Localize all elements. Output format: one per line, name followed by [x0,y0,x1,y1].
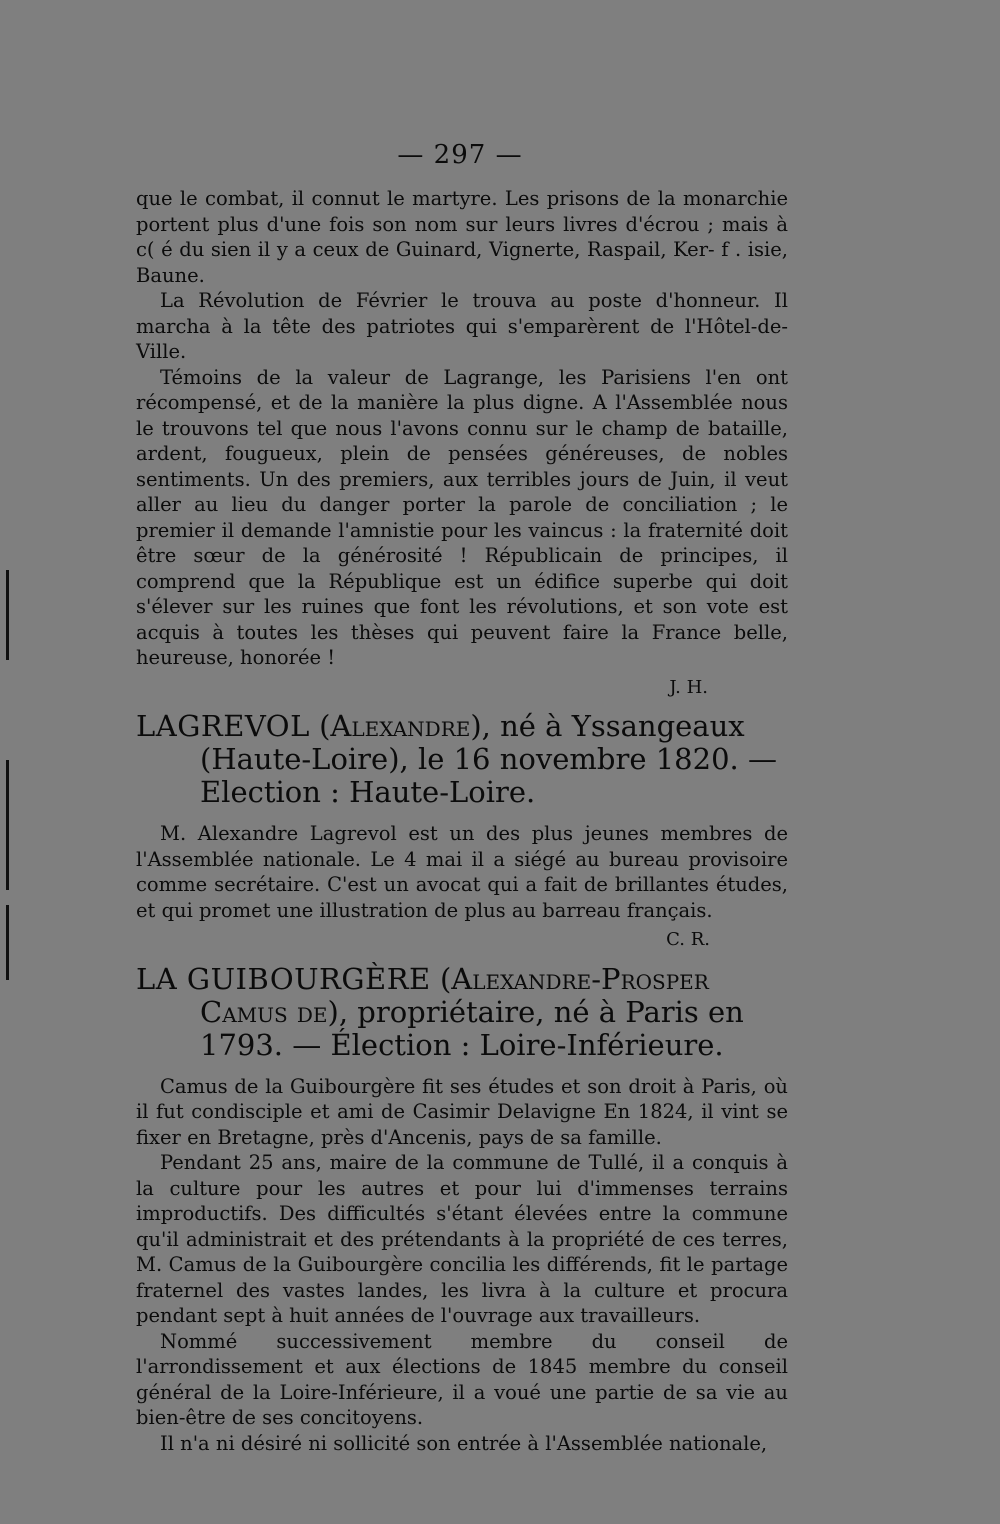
page-edge-shadow [6,760,9,890]
intro-paragraph-2: La Révolution de Février le trouva au poste d'honneur. Il marcha à la tête des patriotes qui s'emparèrent de l'Hôtel-de-Ville. [136,289,788,363]
entry-paragraph: Il n'a ni désiré ni sollicité son entrée à l'Assemblée nationale, [160,1431,768,1455]
entry-heading-la-guibourgere [136,963,788,1062]
intro-paragraph-3: Témoins de la valeur de Lagrange, les Parisiens l'en ont récompensé, et de la manière la plus digne. A l'Assemblée nous le trouvons tel que nous l'avons connu sur le champ de bataille, ardent, fougueux, plein de pensées généreuses, de nobles sentiments. Un des premiers, aux terribles jours de Juin, il veut aller au lieu du danger porter la parole de conciliation ; le premier il demande l'amnistie pour les vaincus : la fraternité doit être sœur de la générosité ! Républicain de principes, il comprend que la République est un édifice superbe qui doit s'élever sur les ruines que font les révolutions, et son vote est acquis à toutes les thèses qui peuvent faire la France belle, heureuse, honorée ! [136,365,788,669]
entry-details: propriétaire, né à Paris en 1793. — Élection : Loire-Inférieure. [200,994,744,1062]
intro-signature: J. H. [669,676,708,698]
entry-paragraph: Pendant 25 ans, maire de la commune de Tullé, il a conquis à la culture pour les autres et pour lui d'immenses terrains improductifs. Des difficultés s'étant élevées entre la commune qu'il administrait et des prétendants à la propriété de ces terres, M. Camus de la Guibourgère concilia les différends, fit le partage fraternel des vastes landes, les livra à la culture et procura pendant sept à huit années de l'ouvrage aux travailleurs. [136,1151,788,1327]
entry-firstname: (Alexandre), [319,709,491,743]
page-number: — 297 — [397,140,523,170]
entry-heading-lagrevol [136,710,788,809]
entry-name: LA GUIBOURGÈRE [136,961,431,996]
page-body [136,186,788,1456]
entry-signature: C. R. [666,929,710,950]
entry-firstname: (Alexandre-Prosper Camus de), [200,961,709,1029]
entry-details: né à Yssangeaux (Haute-Loire), le 16 novembre 1820. — Election : Haute-Loire. [200,709,777,809]
entry-name: LAGREVOL [136,709,310,743]
entry-paragraph: Camus de la Guibourgère fit ses études et son droit à Paris, où il fut condisciple et ami de Casimir Delavigne En 1824, il vint se fixer en Bretagne, près d'Ancenis, pays de sa famille. [136,1074,788,1149]
entry-paragraph: M. Alexandre Lagrevol est un des plus jeunes membres de l'Assemblée nationale. Le 4 mai il a siégé au bureau provisoire comme secrétaire. C'est un avocat qui a fait de brillantes études, et qui promet une illustration de plus au barreau français. [136,822,788,922]
page-edge-shadow [6,570,9,660]
intro-paragraph-1: que le combat, il connut le martyre. Les prisons de la monarchie portent plus d'une fois son nom sur leurs livres d'écrou ; mais à c( é du sien il y a ceux de Guinard, Vignerte, Raspail, Ker- f . isie, Baune. [136,187,788,287]
entry-paragraph: Nommé successivement membre du conseil de l'arrondissement et aux élections de 1845 membre du conseil général de la Loire-Inférieure, il a voué une partie de sa vie au bien-être de ses concitoyens. [136,1329,788,1429]
page-edge-shadow [6,905,9,980]
